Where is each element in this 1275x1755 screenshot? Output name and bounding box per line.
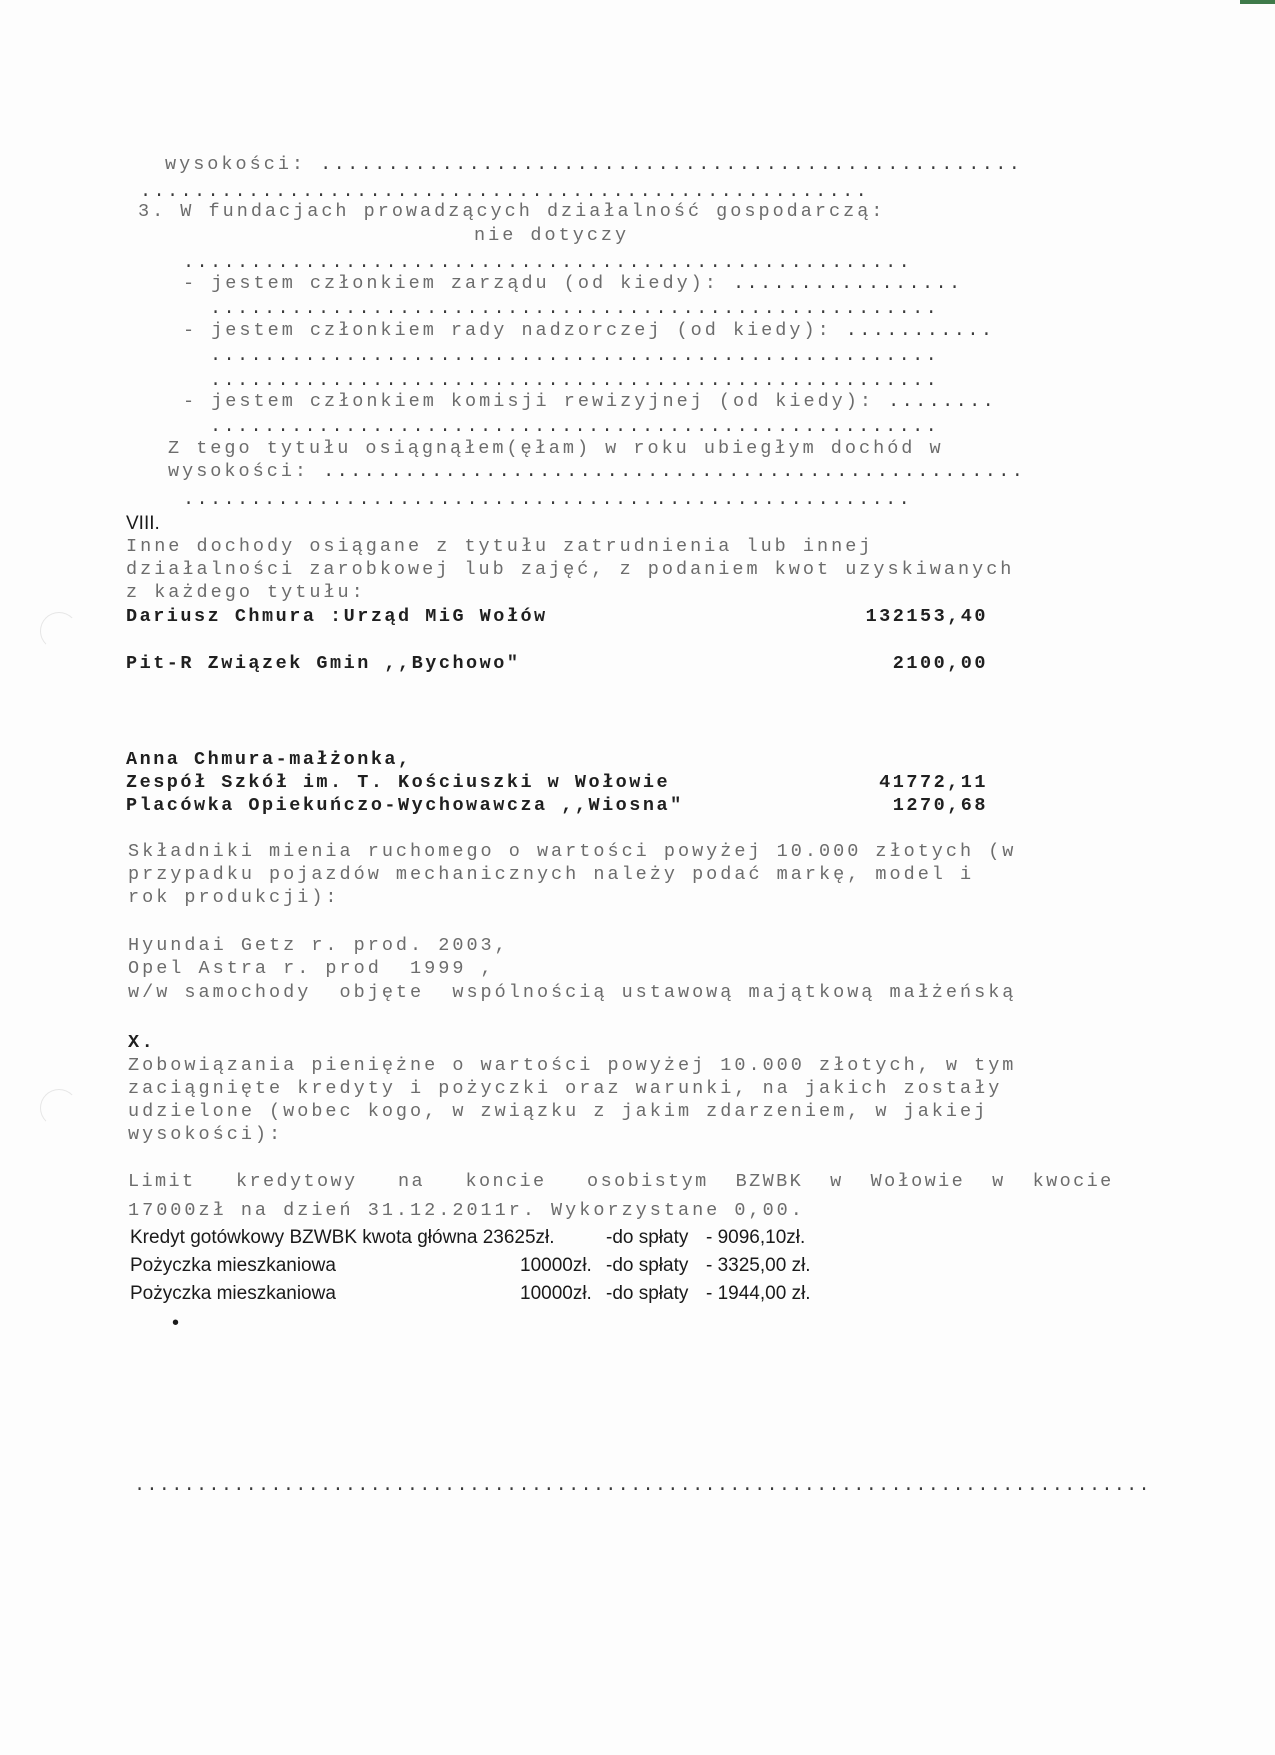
section-9-description: rok produkcji): (128, 887, 340, 908)
loan-terms: -do spłaty (606, 1283, 689, 1304)
loan-remaining: - 1944,00 zł. (706, 1283, 811, 1304)
section-8-description: z każdego tytułu: (126, 582, 366, 603)
loan-terms: -do spłaty (606, 1255, 689, 1276)
loan-name: Pożyczka mieszkaniowa (130, 1283, 336, 1304)
spouse-income-label: Zespół Szkół im. T. Kościuszki w Wołowie (126, 772, 671, 793)
supervisory-board-line: - jestem członkiem rady nadzorczej (od kiedy): ........... (183, 320, 995, 341)
punch-hole-mark (40, 1089, 78, 1127)
loan-amount: 10000zł. (520, 1255, 592, 1276)
section-10-number: X. (128, 1032, 156, 1053)
bullet-point: • (172, 1312, 180, 1334)
vehicle-item: Opel Astra r. prod 1999 , (128, 958, 495, 979)
income-statement-line: Z tego tytułu osiągnąłem(ęłam) w roku ubiegłym dochód w (168, 438, 944, 459)
wysokosci-label: wysokości: .................................................... (168, 461, 1026, 482)
section-10-description: wysokości): (128, 1124, 284, 1145)
not-applicable-note: nie dotyczy (474, 225, 630, 246)
dotted-line: ...................................................... (183, 489, 913, 510)
vehicle-item: Hyundai Getz r. prod. 2003, (128, 935, 509, 956)
section-10-description: Zobowiązania pieniężne o wartości powyżej 10.000 złotych, w tym (128, 1055, 1017, 1076)
spouse-income-amount: 1270,68 (892, 795, 988, 816)
spouse-income-label: Placówka Opiekuńczo-Wychowawcza ,,Wiosna" (126, 795, 684, 816)
vehicle-note: w/w samochody objęte wspólnością ustawową majątkową małżeńską (128, 982, 1017, 1003)
loan-remaining: - 3325,00 zł. (706, 1255, 811, 1276)
loan-remaining: - 9096,10zł. (706, 1227, 806, 1248)
loan-name: Pożyczka mieszkaniowa (130, 1255, 336, 1276)
section-3-heading: 3. W fundacjach prowadzących działalność gospodarczą: (138, 201, 886, 222)
wysokosci-label-top: wysokości: .................................................... (165, 154, 1023, 175)
loan-terms: -do spłaty (606, 1227, 689, 1248)
section-10-description: zaciągnięte kredyty i pożyczki oraz warunki, na jakich zostały (128, 1078, 1003, 1099)
dotted-line: ...................................................... (183, 252, 913, 273)
loan-amount: 10000zł. (520, 1283, 592, 1304)
credit-limit-line: 17000zł na dzień 31.12.2011r. Wykorzystane 0,00. (128, 1200, 805, 1221)
section-10-description: udzielone (wobec kogo, w związku z jakim zdarzeniem, w jakiej (128, 1101, 989, 1122)
section-8-description: działalności zarobkowej lub zajęć, z podaniem kwot uzyskiwanych (126, 559, 1015, 580)
income-entry-amount: 132153,40 (865, 606, 988, 627)
dotted-line: ...................................................... (210, 298, 940, 319)
punch-hole-mark (40, 612, 78, 650)
spouse-income-amount: 41772,11 (879, 772, 988, 793)
section-8-description: Inne dochody osiągane z tytułu zatrudnienia lub innej (126, 536, 874, 557)
income-entry-label: Dariusz Chmura :Urząd MiG Wołów (126, 606, 548, 627)
bottom-dotted-line: .................................................................................. (134, 1475, 1151, 1496)
audit-committee-line: - jestem członkiem komisji rewizyjnej (od kiedy): ........ (183, 391, 997, 412)
credit-limit-line: Limit kredytowy na koncie osobistym BZWBK w Wołowie w kwocie (128, 1171, 1114, 1192)
scan-edge-mark (1240, 0, 1275, 4)
board-member-line: - jestem członkiem zarządu (od kiedy): ................. (183, 273, 963, 294)
dotted-line: ...................................................... (210, 416, 940, 437)
loan-name: Kredyt gotówkowy BZWBK kwota główna 23625zł. (130, 1227, 555, 1248)
dotted-line: ...................................................... (210, 370, 940, 391)
section-8-number: VIII. (126, 513, 160, 534)
dotted-line: ...................................................... (140, 181, 870, 202)
spouse-heading: Anna Chmura-małżonka, (126, 749, 412, 770)
dotted-line: ...................................................... (210, 345, 940, 366)
income-entry-amount: 2100,00 (892, 653, 988, 674)
section-9-description: przypadku pojazdów mechanicznych należy podać markę, model i (128, 864, 975, 885)
income-entry-label: Pit-R Związek Gmin ,,Bychowo" (126, 653, 521, 674)
section-9-description: Składniki mienia ruchomego o wartości powyżej 10.000 złotych (w (128, 841, 1017, 862)
